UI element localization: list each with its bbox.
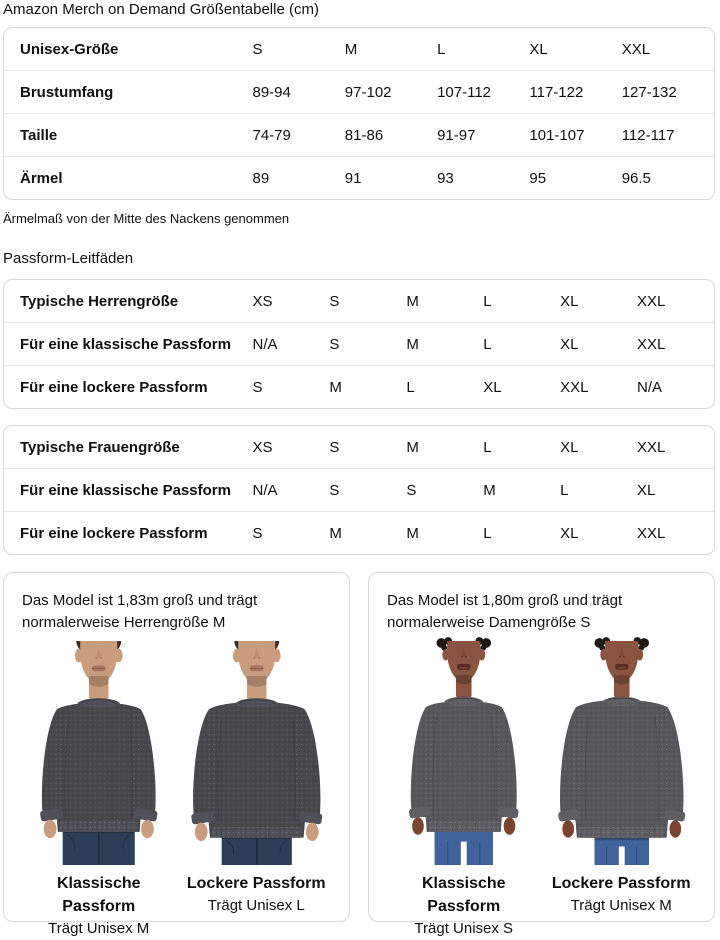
male-model-classic-fit-photo	[20, 641, 178, 865]
size-value: N/A	[253, 468, 330, 511]
size-value: 91	[345, 156, 437, 199]
row-label: Ärmel	[4, 156, 253, 199]
size-value: XXL	[637, 511, 714, 554]
table-row	[4, 70, 714, 113]
size-value: L	[483, 292, 492, 310]
size-value: 81-86	[345, 113, 437, 156]
size-value: 95	[529, 156, 621, 199]
size-value: XL	[560, 511, 637, 554]
male-model-loose-fit-photo	[178, 641, 336, 865]
size-value: M	[406, 322, 483, 365]
size-value: 89-94	[253, 70, 345, 113]
fit-caption-title: Lockere Passform	[186, 875, 326, 892]
fit-caption-size: Trägt Unisex L	[207, 897, 305, 914]
size-value: S	[406, 468, 483, 511]
size-value: M	[406, 511, 483, 554]
size-value: 112-117	[622, 113, 714, 156]
size-value: XXL	[637, 322, 714, 365]
row-label: Typische Herrengröße	[20, 292, 179, 310]
womens-model-panel	[368, 572, 715, 937]
size-value: L	[483, 322, 560, 365]
size-value: S	[329, 292, 340, 310]
fit-caption-title: Lockere Passform	[551, 875, 691, 892]
mens-model-description: Das Model ist 1,83m groß und trägt normalerweise Herrengröße M	[22, 592, 258, 631]
size-value: 117-122	[529, 70, 621, 113]
size-value: XL	[483, 365, 560, 408]
size-value: XXL	[637, 292, 666, 310]
table-row	[4, 365, 714, 408]
size-value: L	[483, 438, 492, 456]
size-value: N/A	[253, 322, 330, 365]
size-value: L	[406, 365, 483, 408]
size-value: S	[329, 322, 406, 365]
column-header: L	[437, 40, 446, 58]
row-label: Für eine klassische Passform	[4, 322, 253, 365]
fit-caption-title: Klassische Passform	[56, 875, 141, 915]
size-value: M	[483, 468, 560, 511]
row-label: Typische Frauengröße	[20, 438, 180, 456]
size-value: S	[253, 511, 330, 554]
female-model-classic-fit-photo	[385, 641, 543, 865]
table-row	[4, 468, 714, 511]
size-value: 101-107	[529, 113, 621, 156]
size-value: XL	[560, 292, 579, 310]
size-value: XL	[637, 468, 714, 511]
table-row	[4, 28, 714, 70]
size-value: S	[329, 468, 406, 511]
table-row	[4, 511, 714, 554]
womens-loose-fit-figure	[543, 641, 701, 940]
sleeve-measure-note: Ärmelmaß von der Mitte des Nackens genommen	[3, 211, 290, 226]
size-value: 74-79	[253, 113, 345, 156]
fit-caption-size: Trägt Unisex M	[570, 897, 672, 914]
size-value: 107-112	[437, 70, 529, 113]
size-value: 127-132	[622, 70, 714, 113]
size-value: M	[406, 292, 419, 310]
size-value: XS	[252, 438, 273, 456]
unisex-size-table	[3, 27, 715, 200]
mens-loose-fit-figure	[178, 641, 336, 940]
column-header: M	[344, 40, 358, 58]
mens-classic-fit-figure	[20, 641, 178, 940]
size-value: M	[329, 511, 406, 554]
female-model-loose-fit-photo	[543, 641, 701, 865]
row-label: Für eine lockere Passform	[4, 511, 253, 554]
size-value: XL	[560, 322, 637, 365]
size-value: M	[406, 438, 419, 456]
size-value: S	[253, 365, 330, 408]
size-value: N/A	[637, 365, 714, 408]
size-value: S	[329, 438, 340, 456]
model-panels	[3, 572, 716, 937]
row-label: Unisex-Größe	[20, 40, 119, 58]
fit-caption-size: Trägt Unisex M	[48, 920, 150, 937]
table-row	[4, 113, 714, 156]
row-label: Für eine lockere Passform	[4, 365, 253, 408]
table-row	[4, 426, 714, 468]
fit-caption-title: Klassische Passform	[421, 875, 506, 915]
row-label: Brustumfang	[4, 70, 253, 113]
column-header: XL	[529, 40, 548, 58]
column-header: S	[252, 40, 263, 58]
fit-guides-heading: Passform-Leitfäden	[3, 250, 134, 267]
size-value: XXL	[637, 438, 666, 456]
mens-fit-table	[3, 279, 715, 409]
size-value: 89	[253, 156, 345, 199]
size-value: XXL	[560, 365, 637, 408]
womens-classic-fit-figure	[385, 641, 543, 940]
size-value: 97-102	[345, 70, 437, 113]
size-value: XS	[252, 292, 273, 310]
size-value: 93	[437, 156, 529, 199]
column-header: XXL	[621, 40, 651, 58]
mens-model-panel	[3, 572, 350, 937]
size-value: L	[483, 511, 560, 554]
size-value: 96.5	[622, 156, 714, 199]
row-label: Für eine klassische Passform	[4, 468, 253, 511]
size-value: L	[560, 468, 637, 511]
table-row	[4, 280, 714, 322]
womens-model-description: Das Model ist 1,80m groß und trägt normalerweise Damengröße S	[387, 592, 623, 631]
size-value: 91-97	[437, 113, 529, 156]
womens-fit-table	[3, 425, 715, 555]
page-title: Amazon Merch on Demand Größentabelle (cm)	[3, 1, 319, 18]
fit-caption-size: Trägt Unisex S	[414, 920, 514, 937]
size-value: XL	[560, 438, 579, 456]
size-value: M	[329, 365, 406, 408]
row-label: Taille	[4, 113, 253, 156]
table-row	[4, 156, 714, 199]
table-row	[4, 322, 714, 365]
